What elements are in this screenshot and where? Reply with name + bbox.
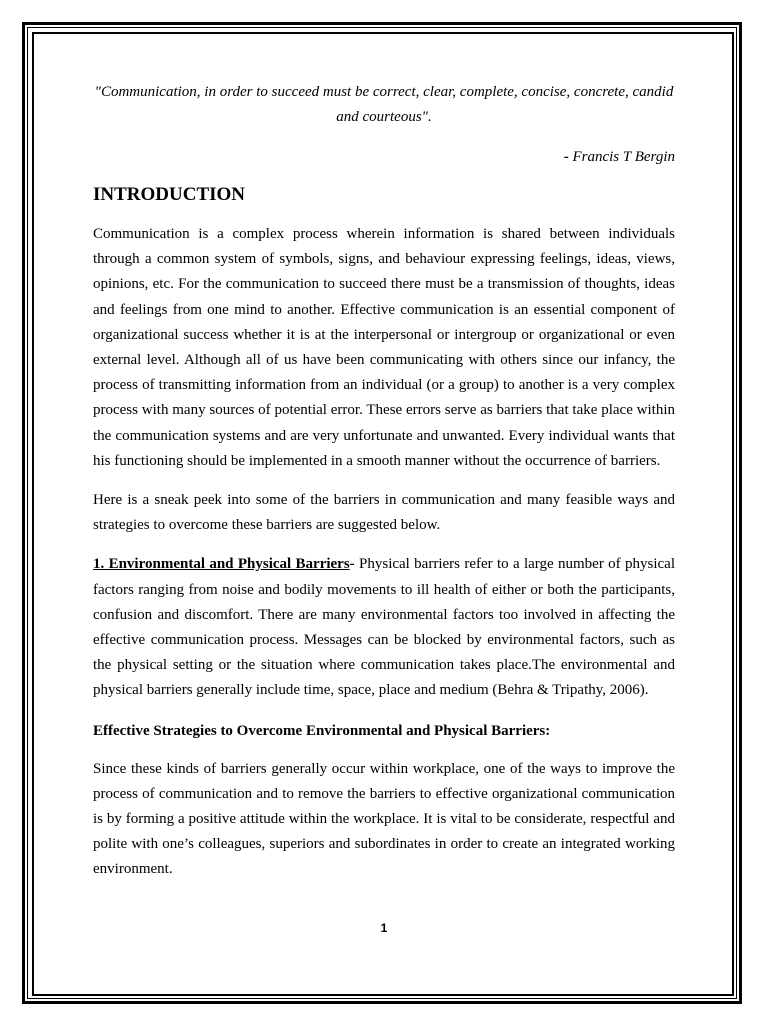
document-body: [93, 80, 675, 883]
section-1-dash: -: [349, 556, 355, 573]
section-1-title: 1. Environmental and Physical Barriers: [93, 556, 350, 573]
section-1-text: Physical barriers refer to a large number of physical factors ranging from noise and bodily movements to ill health of either or both the participants, confusion and discomfort. There are many environmental factors too involved in affecting the effective communication process. Messages can be blocked by environmental factors, such as the physical setting or the situation where communication takes place.The environmental and physical barriers generally include time, space, place and medium (Behra & Tripathy, 2006).: [93, 556, 675, 699]
attribution-author: Francis T Bergin: [572, 149, 675, 165]
intro-paragraph-1: Communication is a complex process wherein information is shared between individuals through a common system of symbols, signs, and behaviour expressing feelings, ideas, views, opinions, etc. For the communication to succeed there must be a transmission of thoughts, ideas and feelings from one mind to another. Effective communication is an essential component of organizational success whether it is at the interpersonal or intergroup or organizational or even external level. Although all of us have been communicating with others since our infancy, the process of transmitting information from an individual (or a group) to another is a very complex process with many sources of potential error. These errors serve as barriers that take place within the communication systems and are very unfortunate and unwanted. Every individual wants that his functioning should be implemented in a smooth manner without the occurrence of barriers.: [93, 226, 675, 469]
attribution-dash: -: [563, 149, 569, 165]
epigraph-quote: "Communication, in order to succeed must be correct, clear, complete, concise, concrete, candid and courteous".: [94, 84, 674, 125]
intro-paragraph-2: Here is a sneak peek into some of the barriers in communication and many feasible ways and strategies to overcome these barriers are suggested below.: [93, 492, 675, 534]
strategies-heading: Effective Strategies to Overcome Environmental and Physical Barriers:: [93, 722, 551, 739]
section-1-paragraph: [93, 552, 675, 703]
introduction-heading: INTRODUCTION: [93, 184, 246, 205]
strategies-paragraph: Since these kinds of barriers generally occur within workplace, one of the ways to improve the process of communication and to remove the barriers to effective organizational communication is by forming a positive attitude within the workplace. It is vital to be considerate, respectful and polite with one’s colleagues, superiors and subordinates in order to create an integrated working environment.: [93, 760, 675, 878]
page-number: 1: [380, 921, 388, 935]
epigraph-attribution: [93, 147, 675, 167]
